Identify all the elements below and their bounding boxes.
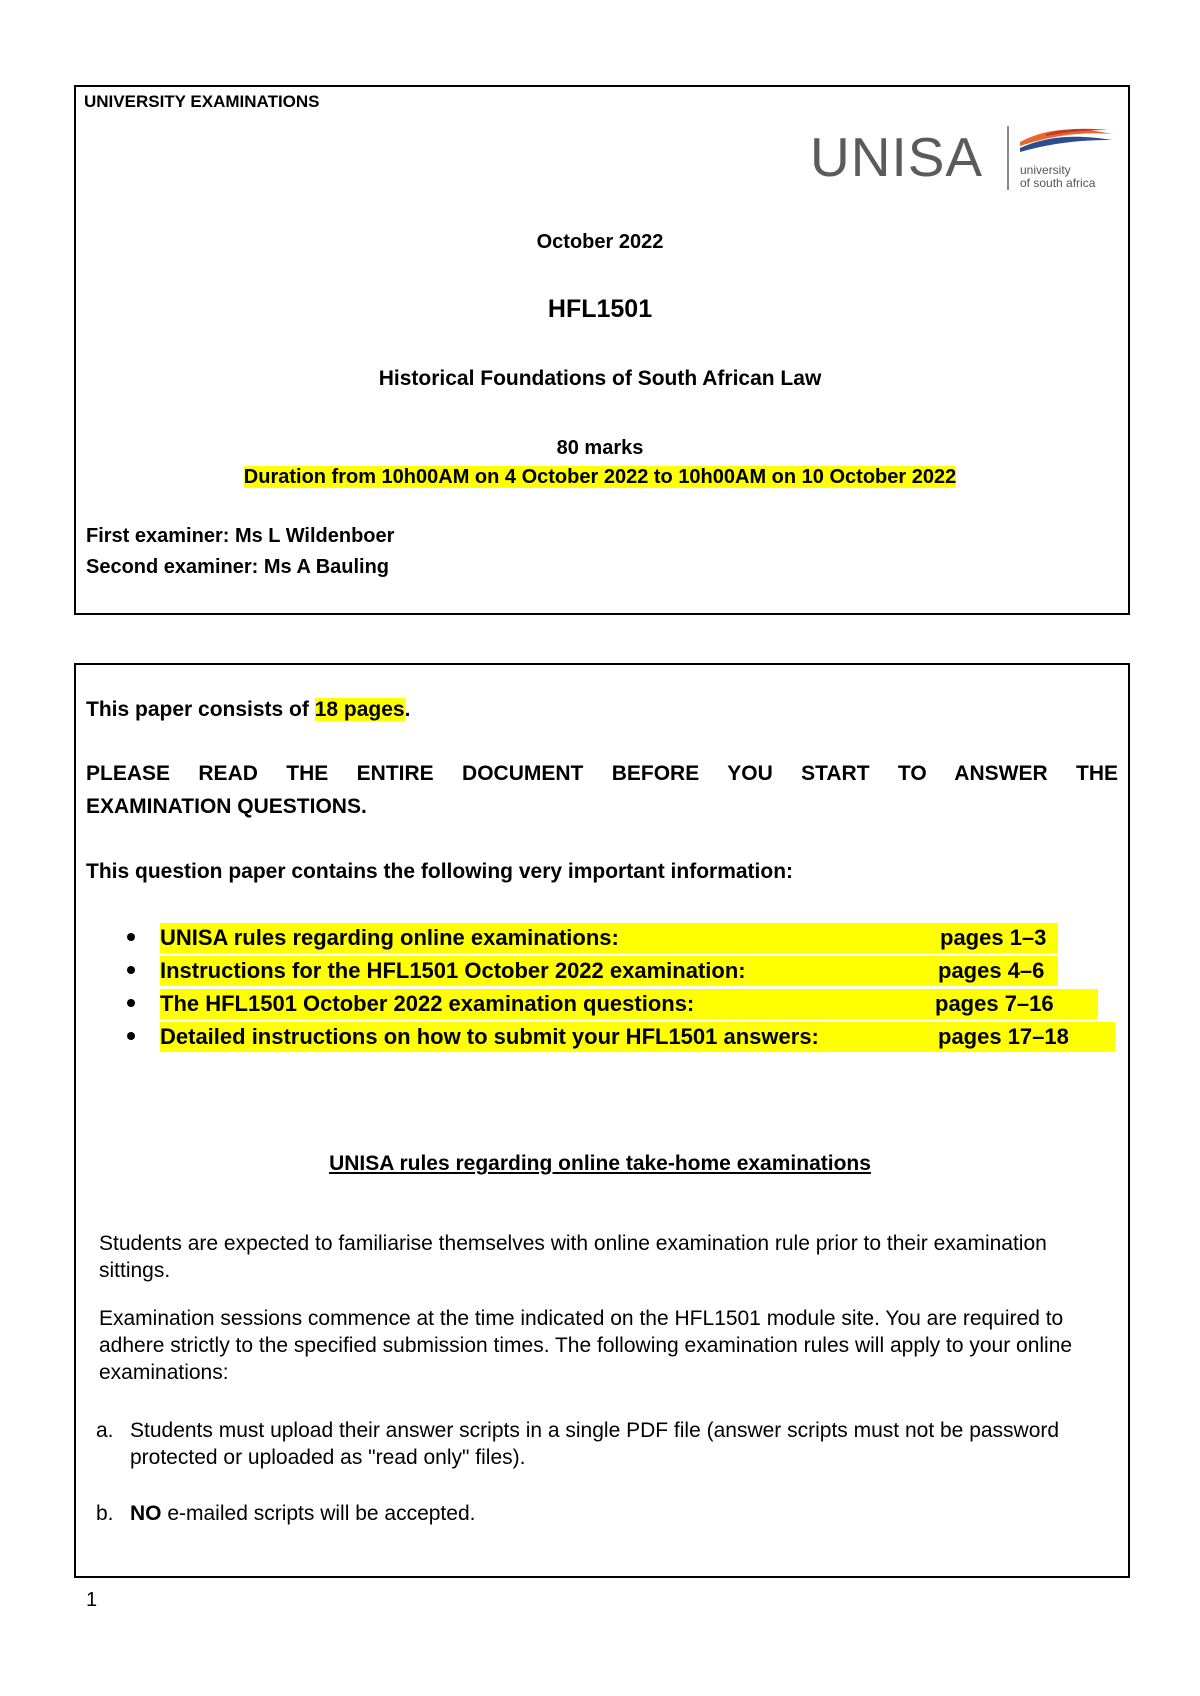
duration-text: Duration from 10h00AM on 4 October 2022 to 10h00AM on 10 October 2022 [243, 466, 957, 488]
rule-b-bold: NO [130, 1502, 162, 1525]
pages-count-value: 18 pages [314, 698, 405, 721]
rule-b-marker: b. [96, 1502, 114, 1525]
duration-line [0, 465, 1200, 489]
pages-count-line [86, 698, 410, 722]
logo-subtitle [1020, 164, 1095, 190]
rule-a-marker: a. [96, 1419, 114, 1442]
contents-list [120, 923, 1080, 1055]
rule-b-line [130, 1500, 1090, 1527]
rule-b-text: e-mailed scripts will be accepted. [161, 1502, 476, 1525]
bullet-icon [127, 999, 135, 1007]
contents-item [120, 1022, 1080, 1055]
rules-paragraph-2: Examination sessions commence at the time indicated on the HFL1501 module site. You are required to adhere strictly to the specified submission times. The following examination rules will apply to your online examinations: [99, 1307, 1073, 1384]
item-label: The HFL1501 October 2022 examination questions: [160, 991, 695, 1016]
item-label: Instructions for the HFL1501 October 2022 examination: [160, 958, 746, 983]
first-examiner: First examiner: Ms L Wildenboer [86, 525, 395, 547]
rules-paragraph-1: Students are expected to familiarise themselves with online examination rule prior to their examination sittings. [99, 1232, 1047, 1282]
unisa-logo [810, 124, 1110, 194]
logo-word: UNISA [810, 126, 984, 188]
item-pages: pages 1–3 [940, 925, 1047, 950]
contents-item [120, 989, 1080, 1022]
contains-info: This question paper contains the following very important information: [86, 860, 794, 883]
item-label: UNISA rules regarding online examinations: [160, 925, 619, 950]
bullet-icon [127, 966, 135, 974]
module-title: Historical Foundations of South African Law [378, 367, 822, 390]
item-pages: pages 17–18 [938, 1024, 1069, 1049]
pages-count-suffix: . [404, 698, 411, 721]
exam-date: October 2022 [536, 231, 664, 253]
university-examinations-label: UNIVERSITY EXAMINATIONS [84, 92, 320, 111]
logo-swoosh-icon [1016, 124, 1116, 164]
second-examiner: Second examiner: Ms A Bauling [86, 556, 390, 578]
bullet-icon [127, 1032, 135, 1040]
item-pages: pages 7–16 [935, 991, 1054, 1016]
rules-heading: UNISA rules regarding online take-home examinations [329, 1152, 871, 1175]
logo-subtitle-line1: university [1020, 163, 1071, 177]
read-notice-line1: PLEASE READ THE ENTIRE DOCUMENT BEFORE YOU START TO ANSWER THE [86, 762, 1118, 785]
item-label: Detailed instructions on how to submit your HFL1501 answers: [160, 1024, 819, 1049]
logo-subtitle-line2: of south africa [1020, 176, 1096, 190]
read-notice-line2: EXAMINATION QUESTIONS. [86, 795, 367, 818]
bullet-icon [127, 933, 135, 941]
module-code: HFL1501 [547, 295, 653, 323]
rule-a-text: Students must upload their answer scripts in a single PDF file (answer scripts must not be password protected or uploaded as "read only" files). [130, 1419, 1060, 1469]
page-number: 1 [86, 1589, 98, 1611]
contents-item [120, 956, 1080, 989]
item-pages: pages 4–6 [938, 958, 1045, 983]
total-marks: 80 marks [556, 437, 644, 459]
pages-count-prefix: This paper consists of [86, 698, 315, 721]
contents-item [120, 923, 1080, 956]
logo-separator [1007, 126, 1009, 190]
